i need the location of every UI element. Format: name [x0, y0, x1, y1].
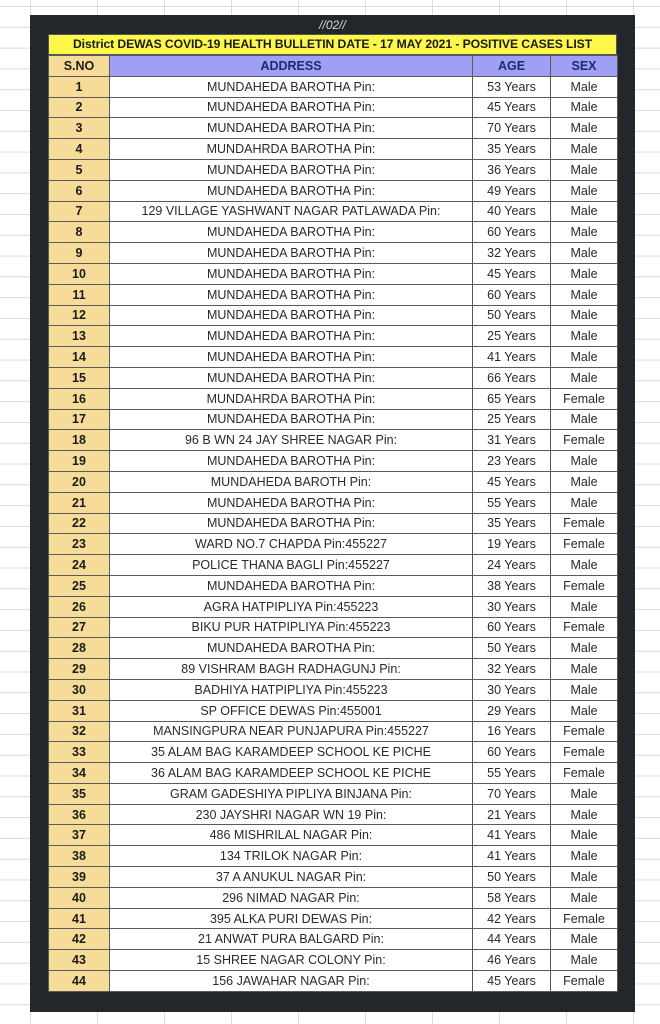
serial-number-cell: 31 — [49, 700, 110, 721]
table-row — [49, 971, 618, 992]
address-cell: MUNDAHEDA BAROTH Pin: — [110, 471, 473, 492]
age-cell: 41 Years — [473, 347, 551, 368]
age-cell: 50 Years — [473, 305, 551, 326]
serial-number-cell: 27 — [49, 617, 110, 638]
table-header-row — [49, 56, 618, 77]
sex-cell: Female — [551, 908, 618, 929]
age-cell: 49 Years — [473, 180, 551, 201]
table-row — [49, 222, 618, 243]
address-cell: MANSINGPURA NEAR PUNJAPURA Pin:455227 — [110, 721, 473, 742]
serial-number-cell: 30 — [49, 679, 110, 700]
age-cell: 31 Years — [473, 430, 551, 451]
serial-number-cell: 29 — [49, 659, 110, 680]
sex-cell: Male — [551, 263, 618, 284]
sex-cell: Male — [551, 700, 618, 721]
sex-cell: Male — [551, 97, 618, 118]
sex-cell: Male — [551, 284, 618, 305]
sex-cell: Female — [551, 575, 618, 596]
address-cell: MUNDAHEDA BAROTHA Pin: — [110, 513, 473, 534]
sex-cell: Female — [551, 742, 618, 763]
sex-cell: Male — [551, 887, 618, 908]
sex-cell: Male — [551, 222, 618, 243]
age-cell: 30 Years — [473, 596, 551, 617]
sex-cell: Female — [551, 534, 618, 555]
table-row — [49, 118, 618, 139]
age-cell: 55 Years — [473, 763, 551, 784]
serial-number-cell: 7 — [49, 201, 110, 222]
table-row — [49, 867, 618, 888]
serial-number-cell: 37 — [49, 825, 110, 846]
age-cell: 53 Years — [473, 76, 551, 97]
serial-number-cell: 23 — [49, 534, 110, 555]
address-cell: 35 ALAM BAG KARAMDEEP SCHOOL KE PICHE — [110, 742, 473, 763]
sex-cell: Male — [551, 555, 618, 576]
serial-number-cell: 25 — [49, 575, 110, 596]
address-cell: MUNDAHEDA BAROTHA Pin: — [110, 159, 473, 180]
address-cell: MUNDAHEDA BAROTHA Pin: — [110, 638, 473, 659]
serial-number-cell: 18 — [49, 430, 110, 451]
address-cell: 89 VISHRAM BAGH RADHAGUNJ Pin: — [110, 659, 473, 680]
sex-cell: Male — [551, 201, 618, 222]
age-cell: 35 Years — [473, 139, 551, 160]
address-cell: 129 VILLAGE YASHWANT NAGAR PATLAWADA Pin: — [110, 201, 473, 222]
serial-number-cell: 14 — [49, 347, 110, 368]
address-cell: MUNDAHEDA BAROTHA Pin: — [110, 97, 473, 118]
address-cell: 156 JAWAHAR NAGAR Pin: — [110, 971, 473, 992]
sex-cell: Male — [551, 804, 618, 825]
age-cell: 50 Years — [473, 867, 551, 888]
table-row — [49, 617, 618, 638]
table-row — [49, 763, 618, 784]
serial-number-cell: 35 — [49, 783, 110, 804]
address-cell: 296 NIMAD NAGAR Pin: — [110, 887, 473, 908]
table-row — [49, 700, 618, 721]
serial-number-cell: 13 — [49, 326, 110, 347]
table-row — [49, 263, 618, 284]
age-cell: 30 Years — [473, 679, 551, 700]
sex-cell: Female — [551, 721, 618, 742]
address-cell: 21 ANWAT PURA BALGARD Pin: — [110, 929, 473, 950]
age-cell: 70 Years — [473, 118, 551, 139]
age-cell: 19 Years — [473, 534, 551, 555]
sex-cell: Male — [551, 347, 618, 368]
age-cell: 32 Years — [473, 659, 551, 680]
serial-number-cell: 9 — [49, 243, 110, 264]
table-row — [49, 555, 618, 576]
address-cell: BIKU PUR HATPIPLIYA Pin:455223 — [110, 617, 473, 638]
page-marker: //02// — [319, 18, 346, 32]
address-cell: MUNDAHEDA BAROTHA Pin: — [110, 409, 473, 430]
address-cell: 15 SHREE NAGAR COLONY Pin: — [110, 950, 473, 971]
serial-number-cell: 44 — [49, 971, 110, 992]
sex-cell: Male — [551, 638, 618, 659]
cases-sheet — [48, 34, 617, 992]
age-cell: 40 Years — [473, 201, 551, 222]
age-cell: 24 Years — [473, 555, 551, 576]
table-row — [49, 201, 618, 222]
serial-number-cell: 15 — [49, 367, 110, 388]
serial-number-cell: 1 — [49, 76, 110, 97]
serial-number-cell: 21 — [49, 492, 110, 513]
age-cell: 55 Years — [473, 492, 551, 513]
sex-cell: Male — [551, 825, 618, 846]
address-cell: MUNDAHEDA BAROTHA Pin: — [110, 326, 473, 347]
sex-cell: Female — [551, 513, 618, 534]
serial-number-cell: 39 — [49, 867, 110, 888]
sex-cell: Male — [551, 326, 618, 347]
sex-cell: Female — [551, 430, 618, 451]
serial-number-cell: 2 — [49, 97, 110, 118]
address-cell: MUNDAHEDA BAROTHA Pin: — [110, 451, 473, 472]
table-row — [49, 180, 618, 201]
table-row — [49, 97, 618, 118]
serial-number-cell: 16 — [49, 388, 110, 409]
age-cell: 50 Years — [473, 638, 551, 659]
column-header-sno: S.NO — [49, 56, 110, 77]
table-row — [49, 409, 618, 430]
sex-cell: Male — [551, 409, 618, 430]
table-row — [49, 284, 618, 305]
table-row — [49, 243, 618, 264]
sex-cell: Male — [551, 679, 618, 700]
bulletin-title: District DEWAS COVID-19 HEALTH BULLETIN DATE - 17 MAY 2021 - POSITIVE CASES LIST — [48, 34, 617, 55]
age-cell: 65 Years — [473, 388, 551, 409]
address-cell: SP OFFICE DEWAS Pin:455001 — [110, 700, 473, 721]
serial-number-cell: 4 — [49, 139, 110, 160]
sex-cell: Female — [551, 971, 618, 992]
address-cell: POLICE THANA BAGLI Pin:455227 — [110, 555, 473, 576]
serial-number-cell: 24 — [49, 555, 110, 576]
sex-cell: Male — [551, 76, 618, 97]
age-cell: 45 Years — [473, 471, 551, 492]
serial-number-cell: 40 — [49, 887, 110, 908]
sex-cell: Male — [551, 596, 618, 617]
address-cell: 36 ALAM BAG KARAMDEEP SCHOOL KE PICHE — [110, 763, 473, 784]
age-cell: 45 Years — [473, 263, 551, 284]
table-row — [49, 804, 618, 825]
table-row — [49, 471, 618, 492]
age-cell: 21 Years — [473, 804, 551, 825]
address-cell: MUNDAHEDA BAROTHA Pin: — [110, 492, 473, 513]
sex-cell: Female — [551, 763, 618, 784]
table-row — [49, 513, 618, 534]
age-cell: 16 Years — [473, 721, 551, 742]
serial-number-cell: 20 — [49, 471, 110, 492]
address-cell: 96 B WN 24 JAY SHREE NAGAR Pin: — [110, 430, 473, 451]
table-row — [49, 430, 618, 451]
table-row — [49, 76, 618, 97]
age-cell: 45 Years — [473, 97, 551, 118]
positive-cases-table — [48, 55, 618, 992]
sex-cell: Female — [551, 617, 618, 638]
table-row — [49, 388, 618, 409]
age-cell: 36 Years — [473, 159, 551, 180]
table-row — [49, 783, 618, 804]
serial-number-cell: 5 — [49, 159, 110, 180]
serial-number-cell: 6 — [49, 180, 110, 201]
table-row — [49, 659, 618, 680]
address-cell: 395 ALKA PURI DEWAS Pin: — [110, 908, 473, 929]
age-cell: 29 Years — [473, 700, 551, 721]
sex-cell: Male — [551, 367, 618, 388]
table-row — [49, 742, 618, 763]
serial-number-cell: 10 — [49, 263, 110, 284]
sex-cell: Male — [551, 783, 618, 804]
serial-number-cell: 36 — [49, 804, 110, 825]
address-cell: MUNDAHEDA BAROTHA Pin: — [110, 347, 473, 368]
sex-cell: Male — [551, 471, 618, 492]
column-header-sex: SEX — [551, 56, 618, 77]
sex-cell: Male — [551, 305, 618, 326]
address-cell: GRAM GADESHIYA PIPLIYA BINJANA Pin: — [110, 783, 473, 804]
table-row — [49, 367, 618, 388]
table-row — [49, 492, 618, 513]
sex-cell: Male — [551, 139, 618, 160]
age-cell: 58 Years — [473, 887, 551, 908]
address-cell: 134 TRILOK NAGAR Pin: — [110, 846, 473, 867]
age-cell: 32 Years — [473, 243, 551, 264]
address-cell: MUNDAHEDA BAROTHA Pin: — [110, 575, 473, 596]
sex-cell: Male — [551, 492, 618, 513]
table-row — [49, 950, 618, 971]
age-cell: 45 Years — [473, 971, 551, 992]
serial-number-cell: 41 — [49, 908, 110, 929]
address-cell: MUNDAHEDA BAROTHA Pin: — [110, 305, 473, 326]
age-cell: 44 Years — [473, 929, 551, 950]
sex-cell: Male — [551, 159, 618, 180]
age-cell: 23 Years — [473, 451, 551, 472]
table-row — [49, 721, 618, 742]
address-cell: WARD NO.7 CHAPDA Pin:455227 — [110, 534, 473, 555]
address-cell: MUNDAHEDA BAROTHA Pin: — [110, 367, 473, 388]
table-row — [49, 638, 618, 659]
sex-cell: Male — [551, 118, 618, 139]
table-row — [49, 347, 618, 368]
age-cell: 46 Years — [473, 950, 551, 971]
serial-number-cell: 3 — [49, 118, 110, 139]
sex-cell: Male — [551, 846, 618, 867]
table-row — [49, 575, 618, 596]
table-row — [49, 887, 618, 908]
age-cell: 42 Years — [473, 908, 551, 929]
bulletin-panel — [30, 15, 635, 1012]
table-body — [49, 76, 618, 991]
serial-number-cell: 42 — [49, 929, 110, 950]
address-cell: MUNDAHEDA BAROTHA Pin: — [110, 76, 473, 97]
address-cell: MUNDAHEDA BAROTHA Pin: — [110, 222, 473, 243]
serial-number-cell: 32 — [49, 721, 110, 742]
column-header-age: AGE — [473, 56, 551, 77]
age-cell: 41 Years — [473, 846, 551, 867]
address-cell: BADHIYA HATPIPLIYA Pin:455223 — [110, 679, 473, 700]
table-row — [49, 846, 618, 867]
table-row — [49, 908, 618, 929]
serial-number-cell: 22 — [49, 513, 110, 534]
address-cell: MUNDAHEDA BAROTHA Pin: — [110, 263, 473, 284]
age-cell: 70 Years — [473, 783, 551, 804]
serial-number-cell: 43 — [49, 950, 110, 971]
table-row — [49, 825, 618, 846]
sex-cell: Male — [551, 867, 618, 888]
age-cell: 35 Years — [473, 513, 551, 534]
address-cell: MUNDAHEDA BAROTHA Pin: — [110, 118, 473, 139]
address-cell: 486 MISHRILAL NAGAR Pin: — [110, 825, 473, 846]
sex-cell: Male — [551, 243, 618, 264]
sex-cell: Female — [551, 388, 618, 409]
address-cell: MUNDAHRDA BAROTHA Pin: — [110, 388, 473, 409]
age-cell: 25 Years — [473, 326, 551, 347]
serial-number-cell: 38 — [49, 846, 110, 867]
serial-number-cell: 12 — [49, 305, 110, 326]
age-cell: 60 Years — [473, 617, 551, 638]
table-row — [49, 305, 618, 326]
age-cell: 41 Years — [473, 825, 551, 846]
address-cell: AGRA HATPIPLIYA Pin:455223 — [110, 596, 473, 617]
age-cell: 38 Years — [473, 575, 551, 596]
serial-number-cell: 11 — [49, 284, 110, 305]
address-cell: MUNDAHEDA BAROTHA Pin: — [110, 180, 473, 201]
address-cell: 230 JAYSHRI NAGAR WN 19 Pin: — [110, 804, 473, 825]
serial-number-cell: 34 — [49, 763, 110, 784]
address-cell: MUNDAHEDA BAROTHA Pin: — [110, 243, 473, 264]
address-cell: MUNDAHEDA BAROTHA Pin: — [110, 284, 473, 305]
table-row — [49, 679, 618, 700]
age-cell: 60 Years — [473, 284, 551, 305]
serial-number-cell: 19 — [49, 451, 110, 472]
serial-number-cell: 26 — [49, 596, 110, 617]
sex-cell: Male — [551, 929, 618, 950]
table-row — [49, 139, 618, 160]
age-cell: 66 Years — [473, 367, 551, 388]
serial-number-cell: 33 — [49, 742, 110, 763]
table-row — [49, 534, 618, 555]
table-row — [49, 451, 618, 472]
table-row — [49, 929, 618, 950]
serial-number-cell: 17 — [49, 409, 110, 430]
age-cell: 25 Years — [473, 409, 551, 430]
sex-cell: Male — [551, 180, 618, 201]
serial-number-cell: 28 — [49, 638, 110, 659]
age-cell: 60 Years — [473, 222, 551, 243]
table-row — [49, 159, 618, 180]
table-row — [49, 596, 618, 617]
sex-cell: Male — [551, 659, 618, 680]
sex-cell: Male — [551, 950, 618, 971]
sex-cell: Male — [551, 451, 618, 472]
table-row — [49, 326, 618, 347]
column-header-address: ADDRESS — [110, 56, 473, 77]
address-cell: MUNDAHRDA BAROTHA Pin: — [110, 139, 473, 160]
age-cell: 60 Years — [473, 742, 551, 763]
serial-number-cell: 8 — [49, 222, 110, 243]
address-cell: 37 A ANUKUL NAGAR Pin: — [110, 867, 473, 888]
